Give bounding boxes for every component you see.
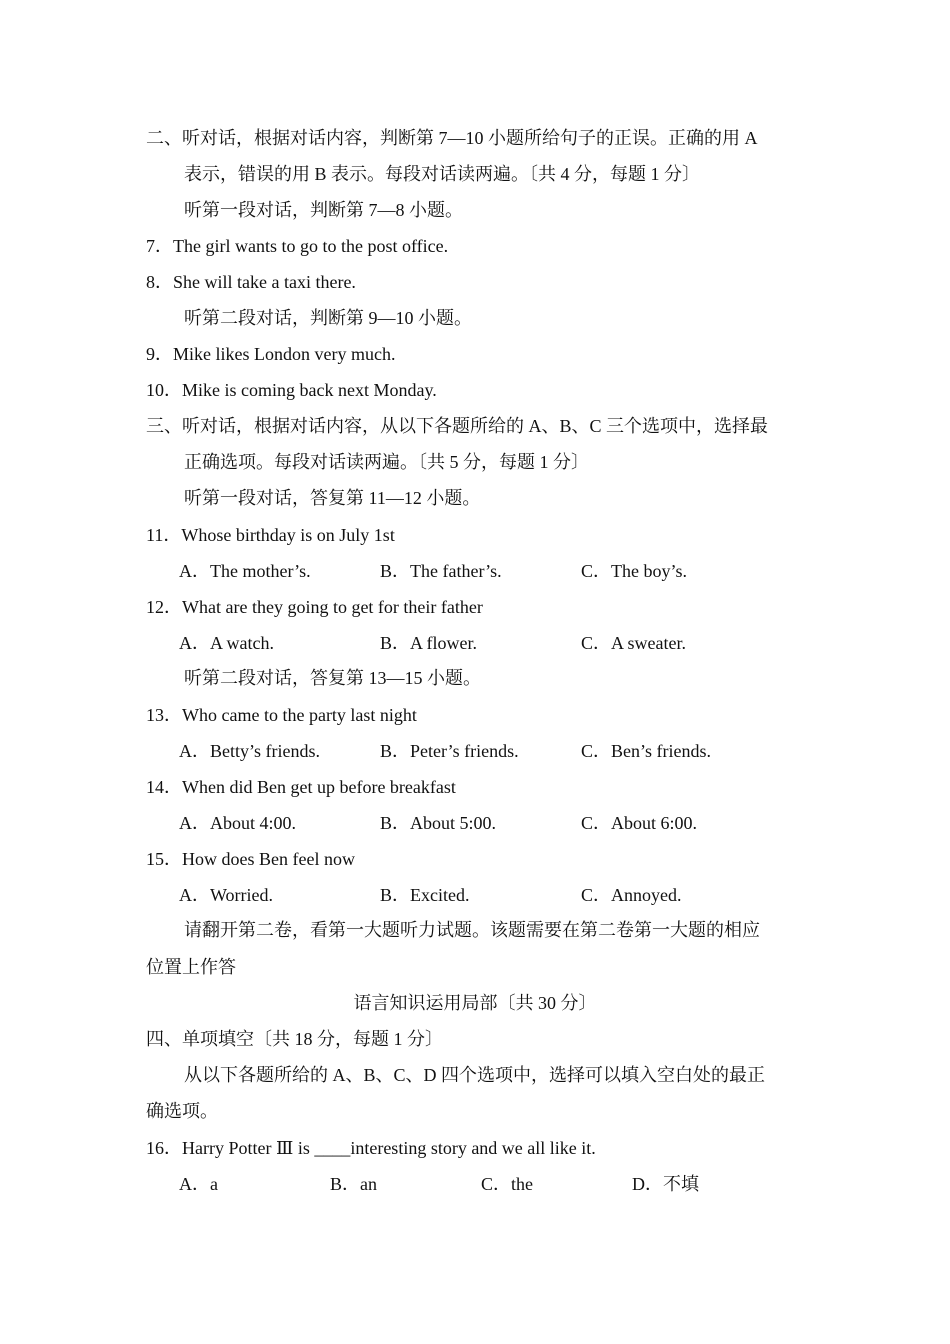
section-4-instruction-cont: 确选项。 [146,1101,218,1121]
section-4-instruction: 从以下各题所给的 A、B、C、D 四个选项中，选择可以填入空白处的最正 [184,1065,766,1085]
question-13: 13．Who came to the party last night [146,705,417,725]
question-16-option-a: A．a [179,1174,218,1194]
question-15: 15．How does Ben feel now [146,849,355,869]
question-13-option-c: C．Ben’s friends. [581,741,711,761]
question-11-option-b: B．The father’s. [380,561,502,581]
section-3-header-cont: 正确选项。每段对话读两遍。〔共 5 分，每题 1 分〕 [184,452,589,472]
question-10: 10．Mike is coming back next Monday. [146,380,437,400]
section-4-header: 四、单项填空〔共 18 分，每题 1 分〕 [146,1029,443,1049]
section-3-dialog-1-intro: 听第一段对话，答复第 11—12 小题。 [184,488,481,508]
question-15-option-a: A．Worried. [179,885,274,905]
section-3-header: 三、听对话，根据对话内容，从以下各题所给的 A、B、C 三个选项中，选择最 [146,416,769,436]
question-16-option-b: B．an [330,1174,377,1194]
question-12-option-c: C．A sweater. [581,633,686,653]
question-8: 8．She will take a taxi there. [146,272,356,292]
question-12-option-b: B．A flower. [380,633,477,653]
question-12: 12．What are they going to get for their father [146,597,483,617]
question-15-option-b: B．Excited. [380,885,470,905]
section-3-note-cont: 位置上作答 [146,957,236,977]
section-3-dialog-2-intro: 听第二段对话，答复第 13—15 小题。 [184,668,481,688]
question-15-option-c: C．Annoyed. [581,885,682,905]
section-2-dialog-1-intro: 听第一段对话，判断第 7—8 小题。 [184,200,463,220]
question-14-option-c: C．About 6:00. [581,813,698,833]
question-11: 11．Whose birthday is on July 1st [146,525,395,545]
section-3-note: 请翻开第二卷，看第一大题听力试题。该题需要在第二卷第一大题的相应 [184,920,760,940]
question-13-option-b: B．Peter’s friends. [380,741,519,761]
section-2-header: 二、听对话，根据对话内容，判断第 7—10 小题所给句子的正误。正确的用 A [146,128,758,148]
question-13-option-a: A．Betty’s friends. [179,741,320,761]
question-11-option-c: C．The boy’s. [581,561,687,581]
question-12-option-a: A．A watch. [179,633,274,653]
question-14: 14．When did Ben get up before breakfast [146,777,456,797]
question-16-option-d: D．不填 [632,1174,699,1194]
part-title: 语言知识运用局部〔共 30 分〕 [353,993,597,1013]
question-7: 7．The girl wants to go to the post office. [146,236,449,256]
question-16-option-c: C．the [481,1174,533,1194]
question-14-option-b: B．About 5:00. [380,813,497,833]
question-9: 9．Mike likes London very much. [146,344,396,364]
question-11-option-a: A．The mother’s. [179,561,311,581]
question-14-option-a: A．About 4:00. [179,813,296,833]
question-16: 16．Harry Potter Ⅲ is ____interesting story and we all like it. [146,1138,596,1158]
section-2-header-cont: 表示，错误的用 B 表示。每段对话读两遍。〔共 4 分，每题 1 分〕 [184,164,701,184]
section-2-dialog-2-intro: 听第二段对话，判断第 9—10 小题。 [184,308,472,328]
